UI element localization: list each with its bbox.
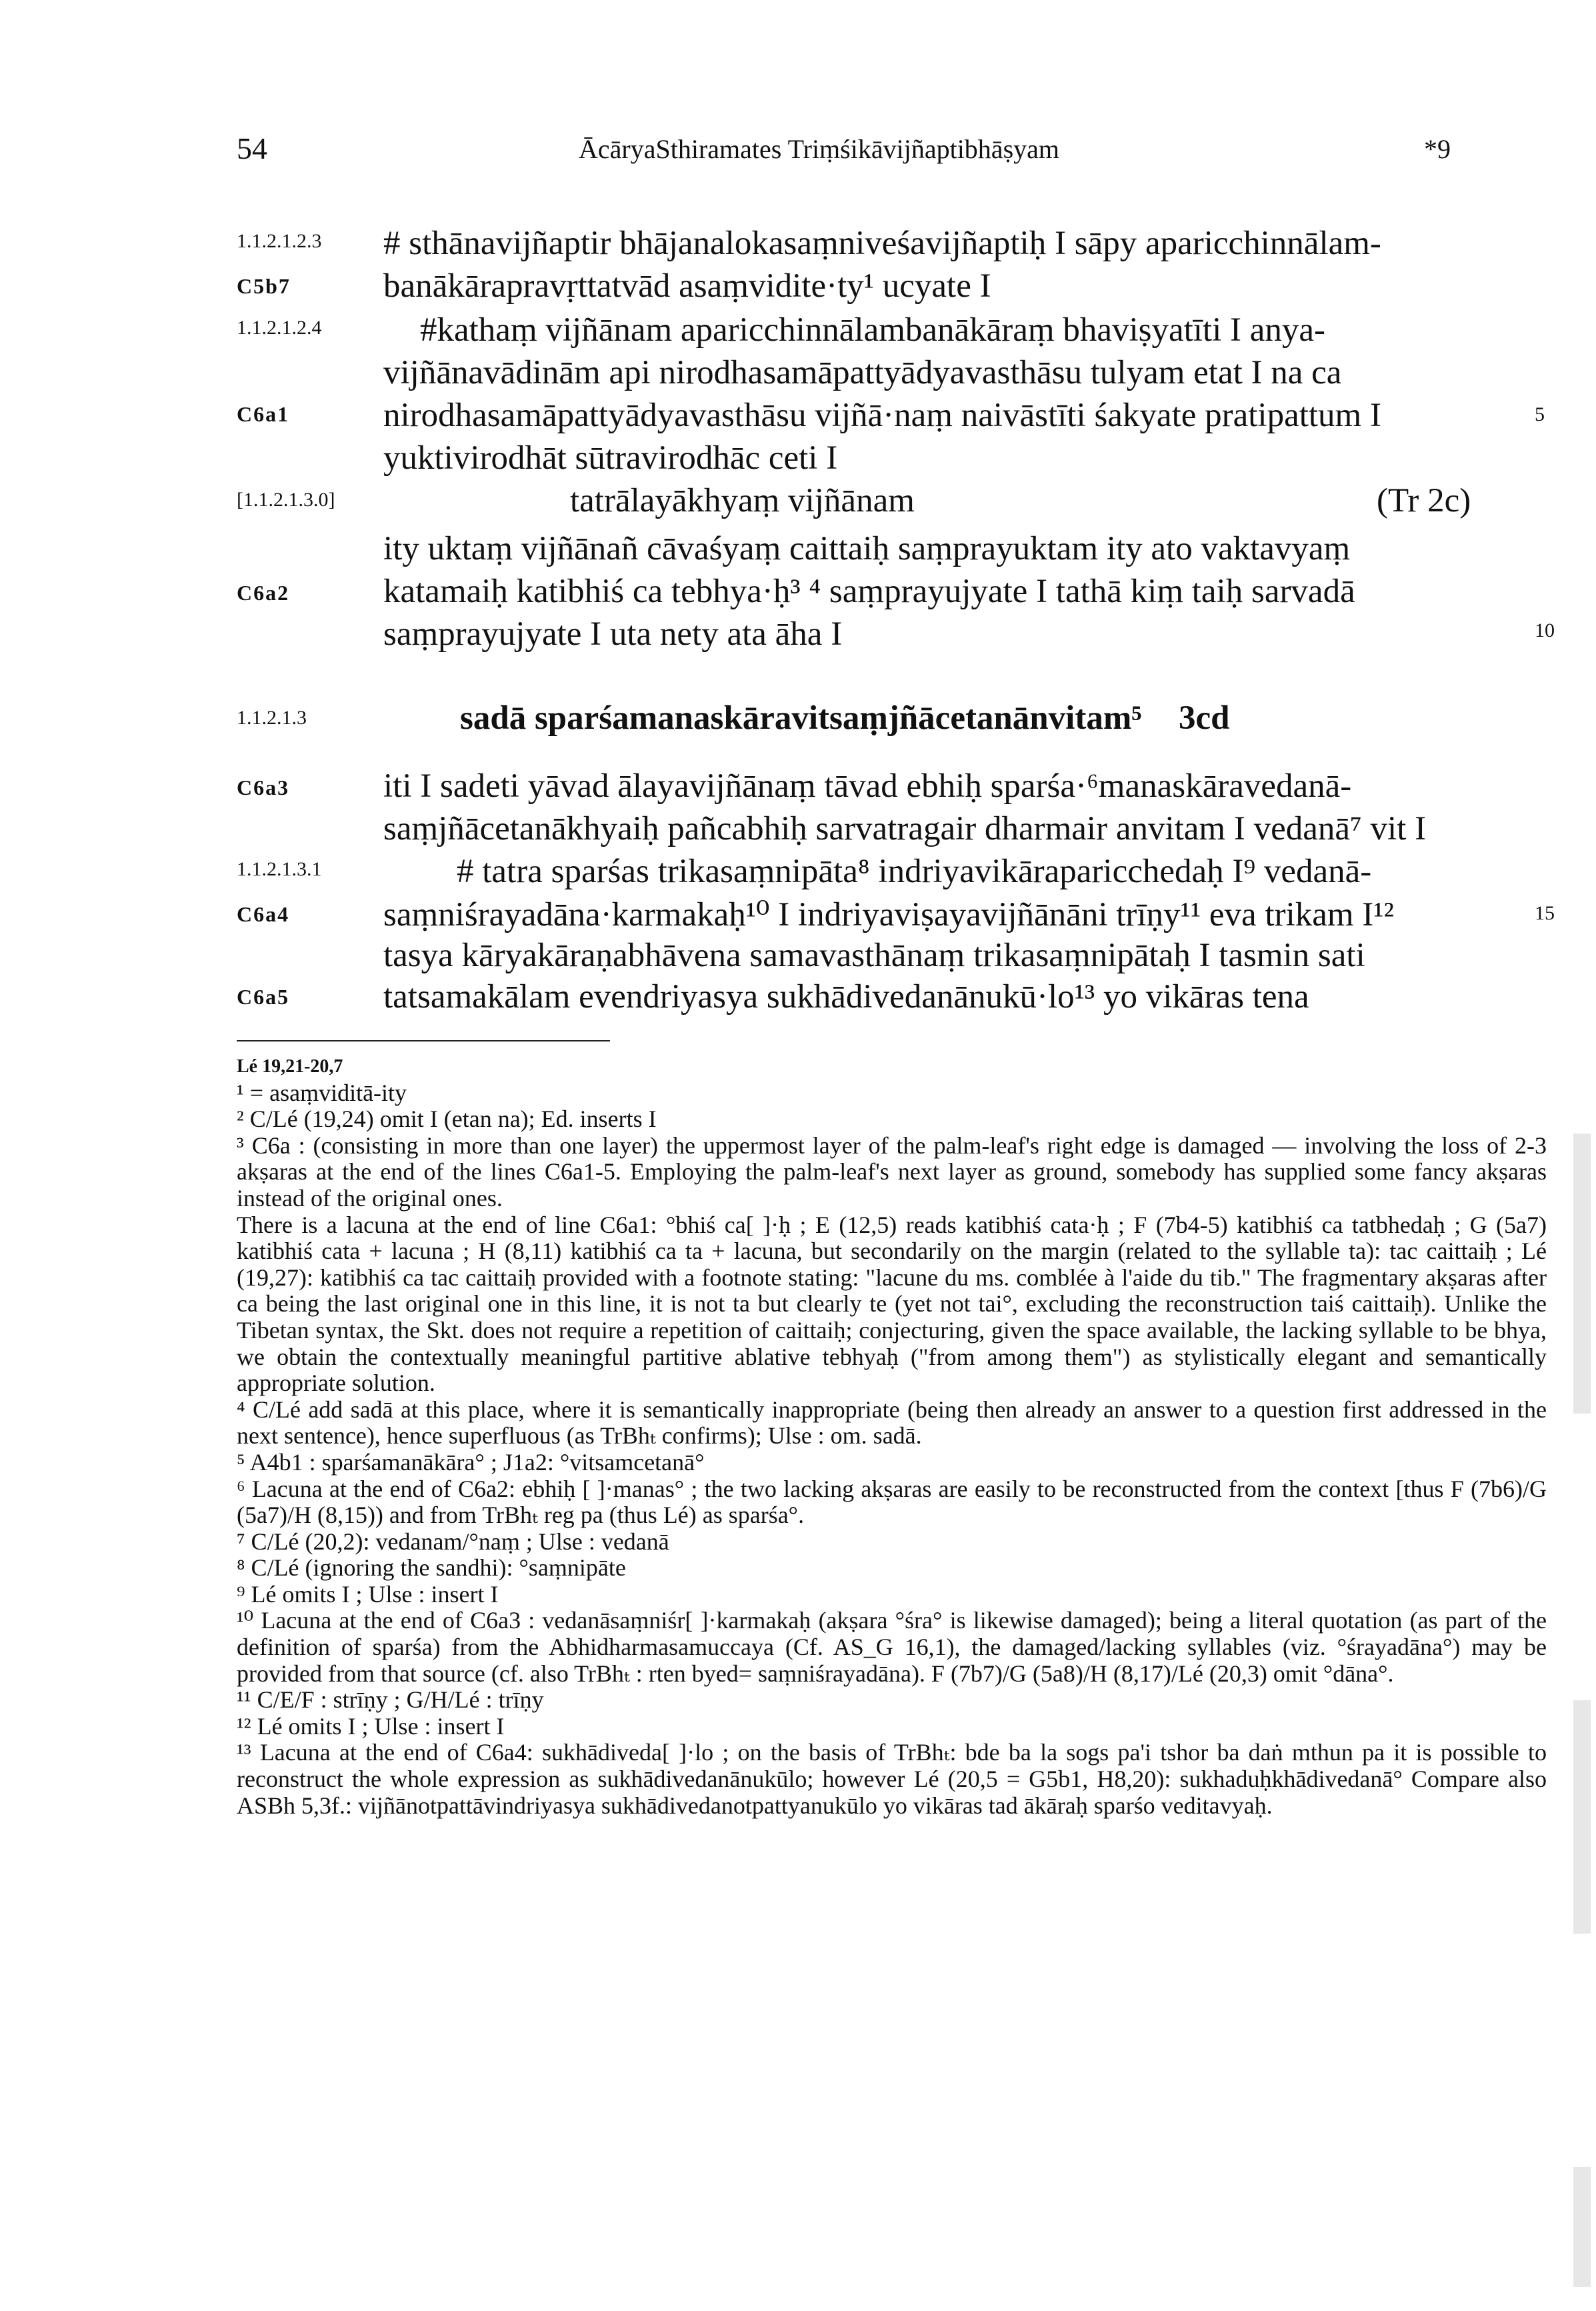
text-line: yuktivirodhāt sūtravirodhāc ceti I [383, 439, 838, 477]
footnote-12: ¹² Lé omits I ; Ulse : insert I [237, 1712, 505, 1740]
footnote-10: ¹⁰ Lacuna at the end of C6a3 : vedanāsaṃniśr[ ]·karmakaḥ (akṣara °śra° is likewise damaged); being a literal quotation (as part of the definition of sparśa) from the Abhidharmasamuccaya (Cf. AS_G 16,1), the damaged/lacking syllables (viz. °śrayadāna°) may be provided from that source (cf. also TrBhₜ : rten byed= saṃniśrayadāna). F (7b7)/G (5a8)/H (8,17)/Lé (20,3) omit °dāna°. [237, 1607, 1547, 1687]
text-line: tasya kāryakāraṇabhāvena samavasthānaṃ trikasaṃnipātaḥ I tasmin sati [383, 937, 1365, 974]
text-line: ity uktaṃ vijñānañ cāvaśyaṃ caittaiḥ saṃprayuktam ity ato vaktavyaṃ [383, 530, 1351, 567]
line-number: 10 [1535, 619, 1555, 641]
footnote-13: ¹³ Lacuna at the end of C6a4: sukhādiveda[ ]·lo ; on the basis of TrBhₜ: bde ba la sogs pa'i tshor ba daṅ mthun pa it is possible to reconstruct the whole expression as sukhādivedanānukūlo; however Lé (20,5 = G5b1, H8,20): sukhaduḥkhādivedanā° Compare also ASBh 5,3f.: vijñānotpattāvindriyasya sukhādivedanotpattyanukūlo yo vikāras tad ākāraḥ sparśo veditavyaḥ. [237, 1739, 1547, 1819]
section-ref: 1.1.2.1.3.1 [237, 858, 322, 880]
section-ref: 1.1.2.1.3 [237, 707, 307, 729]
footnotes [237, 1053, 1547, 1819]
section-ref: [1.1.2.1.3.0] [237, 489, 335, 511]
scan-noise [1573, 1700, 1591, 1934]
manuscript-ref: C6a1 [237, 402, 290, 426]
text-line: #kathaṃ vijñānam aparicchinnālambanākāraṃ bhaviṣyatīti I anya- [420, 311, 1326, 349]
text-line: # sthānavijñaptir bhājanalokasaṃniveśavijñaptiḥ I sāpy aparicchinnālam- [383, 225, 1381, 262]
verse-heading: sadā sparśamanaskāravitsaṃjñācetanānvitam⁵ [460, 699, 1142, 737]
footnote-2: ² C/Lé (19,24) omit I (etan na); Ed. inserts I [237, 1105, 657, 1133]
text-line: banākārapravṛttatvād asaṃvidite·ty¹ ucyate I [383, 267, 991, 305]
footnote-9: ⁹ Lé omits I ; Ulse : insert I [237, 1580, 499, 1608]
footnote-8: ⁸ C/Lé (ignoring the sandhi): °saṃnipāte [237, 1554, 626, 1582]
footnote-7: ⁷ C/Lé (20,2): vedanam/°naṃ ; Ulse : vedanā [237, 1528, 669, 1555]
verse-text: tatrālayākhyaṃ vijñānam [570, 482, 915, 519]
leaf-number: *9 [1424, 134, 1451, 164]
footnote-11: ¹¹ C/E/F : strīṇy ; G/H/Lé : trīṇy [237, 1686, 544, 1714]
footnote-1: ¹ = asaṃviditā-ity [237, 1079, 407, 1106]
footnote-4: ⁴ C/Lé add sadā at this place, where it is semantically inappropriate (being then already an answer to a question first addressed in the next sentence), hence superfluous (as TrBhₜ confirms); Ulse : om. sadā. [237, 1396, 1547, 1450]
text-line: saṃniśrayadāna·karmakaḥ¹⁰ I indriyaviṣayavijñānāni trīṇy¹¹ eva trikam I¹² [383, 896, 1394, 933]
footnote-6: ⁶ Lacuna at the end of C6a2: ebhiḥ [ ]·manas° ; the two lacking akṣaras are easily to be reconstructed from the context [thus F (7b6)/G (5a7)/H (8,15)) and from TrBhₜ reg pa (thus Lé) as sparśa°. [237, 1475, 1547, 1529]
text-line: katamaiḥ katibhiś ca tebhya·ḥ³ ⁴ saṃprayujyate I tathā kiṃ taiḥ sarvadā [383, 573, 1355, 610]
footnote-3-continued: There is a lacuna at the end of line C6a1: °bhiś ca[ ]·ḥ ; E (12,5) reads katibhiś cata·ḥ ; F (7b4-5) katibhiś ca tatbhedaḥ ; G (5a7) katibhiś cata + lacuna ; H (8,11) katibhiś ca ta + lacuna, but secondarily on the margin (related to the syllable ta): tac caittaiḥ ; Lé (19,27): katibhiś ca tac caittaiḥ provided with a footnote stating: "lacune du ms. comblée à l'aide du tib." The fragmentary akṣaras after ca being the last original one in this line, it is not ta but clearly te (yet not tai°, excluding the reconstruction taiś caittaiḥ). Unlike the Tibetan syntax, the Skt. does not require a repetition of caittaiḥ; conjecturing, given the space available, the lacking syllable to be bhya, we obtain the contextually meaningful partitive ablative tebhyaḥ ("from among them") as stylistically elegant and semantically appropriate solution. [237, 1211, 1547, 1397]
footnote-3: ³ C6a : (consisting in more than one layer) the uppermost layer of the palm-leaf's right edge is damaged — involving the loss of 2-3 akṣaras at the end of the lines C6a1-5. Employing the palm-leaf's next layer as ground, somebody has supplied some fancy akṣaras instead of the original ones. [237, 1131, 1547, 1212]
page-number: 54 [237, 131, 267, 165]
text-line: nirodhasamāpattyādyavasthāsu vijñā·naṃ naivāstīti śakyate pratipattum I [383, 397, 1381, 434]
scan-noise [1573, 1133, 1591, 1414]
manuscript-ref: C5b7 [237, 274, 291, 298]
text-line: saṃjñācetanākhyaiḥ pañcabhiḥ sarvatragair dharmair anvitam I vedanā⁷ vit I [383, 810, 1427, 847]
line-number: 15 [1535, 902, 1555, 924]
manuscript-ref: C6a3 [237, 775, 290, 799]
manuscript-ref: C6a4 [237, 902, 290, 926]
verse-ref: (Tr 2c) [1377, 482, 1471, 519]
text-line: vijñānavādinām api nirodhasamāpattyādyavasthāsu tulyam etat I na ca [383, 354, 1342, 391]
running-title: ĀcāryaSthiramates Triṃśikāvijñaptibhāṣyam [579, 134, 1059, 164]
text-line: # tatra sparśas trikasaṃnipāta⁸ indriyavikāraparicchedaḥ I⁹ vedanā- [457, 853, 1372, 890]
footnote-divider [237, 1040, 610, 1041]
line-number: 5 [1535, 403, 1545, 425]
section-ref: 1.1.2.1.2.4 [237, 317, 322, 339]
scan-noise [1573, 2167, 1591, 2287]
verse-ref: 3cd [1179, 699, 1230, 737]
manuscript-ref: C6a2 [237, 581, 290, 605]
section-ref: 1.1.2.1.2.3 [237, 230, 322, 252]
footnote-5: ⁵ A4b1 : sparśamanākāra° ; J1a2: °vitsamcetanā° [237, 1448, 705, 1476]
text-line: tatsamakālam evendriyasya sukhādivedanānukū·lo¹³ yo vikāras tena [383, 978, 1309, 1015]
manuscript-ref: C6a5 [237, 985, 290, 1009]
text-line: iti I sadeti yāvad ālayavijñānaṃ tāvad ebhiḥ sparśa·⁶manaskāravedanā- [383, 767, 1352, 805]
text-line: saṃprayujyate I uta nety ata āha I [383, 615, 843, 653]
footnote-source: Lé 19,21-20,7 [237, 1056, 343, 1077]
